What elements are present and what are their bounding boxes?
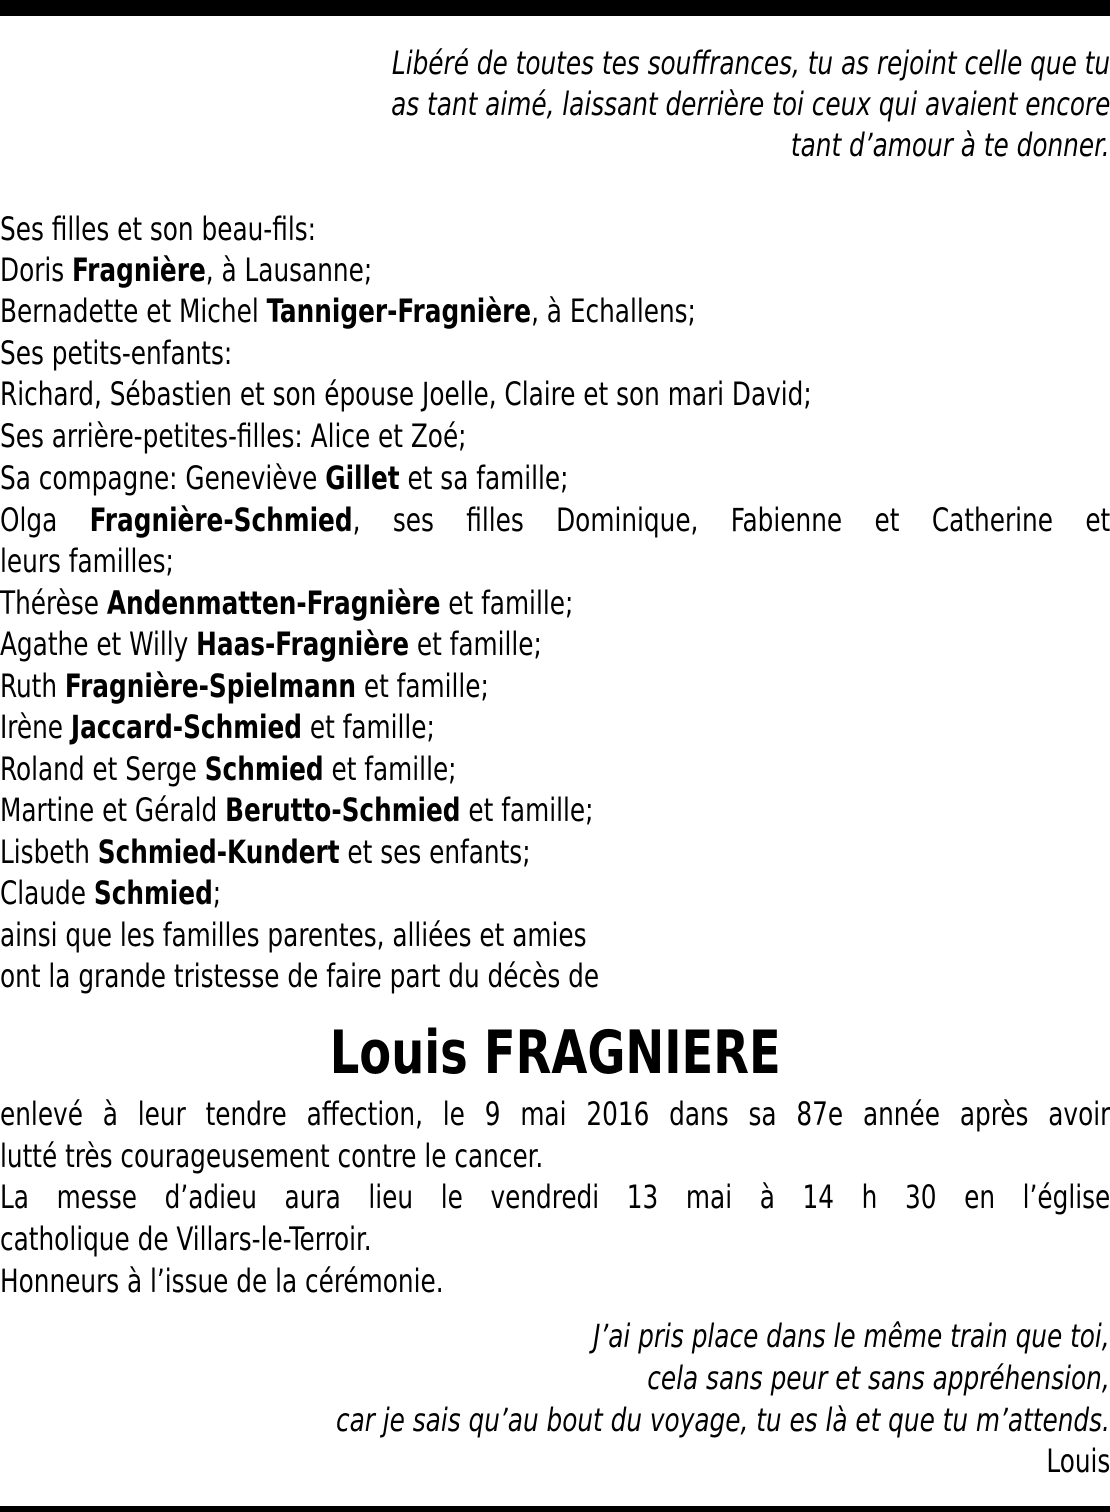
details-line-2: lutté très courageusement contre le cancer. [0, 1137, 544, 1175]
great-granddaughters-line: Ses arrière-petites-filles: Alice et Zoé; [0, 417, 467, 455]
family-line-therese [0, 583, 1110, 624]
family-line-text: Thérèse [0, 584, 107, 622]
family-line-text: Martine et Gérald [0, 791, 226, 829]
top-border-bar [0, 0, 1110, 16]
closing-poem-line-2: cela sans peur et sans appréhension, [647, 1359, 1110, 1397]
family-surname: Jaccard-Schmied [70, 708, 303, 746]
bottom-border-bar [0, 1506, 1110, 1512]
family-line-text: et famille; [323, 750, 457, 788]
family-line-text: Sa compagne: Geneviève [0, 459, 326, 497]
family-surname: Schmied [93, 874, 213, 912]
daughters-heading: Ses filles et son beau-fils: [0, 210, 316, 248]
closing-poem-line-3: car je sais qu’au bout du voyage, tu es là et que tu m’attends. [336, 1401, 1110, 1439]
opening-poem-line-3: tant d’amour à te donner. [791, 126, 1110, 164]
family-line-text: et famille; [409, 625, 542, 663]
details-line-4: catholique de Villars-le-Terroir. [0, 1220, 372, 1258]
family-line-text: Roland et Serge [0, 750, 205, 788]
family-line-claude [0, 873, 1110, 914]
family-surname: Andenmatten-Fragnière [106, 584, 441, 622]
opening-poem-line-2: as tant aimé, laissant derrière toi ceux qui avaient encore [390, 85, 1110, 123]
family-line-text: et sa famille; [399, 459, 569, 497]
family-line-text: Ruth [0, 667, 65, 705]
family-surname: Fragnière-Schmied [89, 501, 353, 539]
family-line-text: et famille; [460, 791, 594, 829]
family-line-text: Agathe et Willy [0, 625, 197, 663]
family-line-olga [0, 500, 1110, 541]
deceased-name [0, 1018, 1110, 1088]
details-line-5: Honneurs à l’issue de la cérémonie. [0, 1262, 444, 1300]
family-line-text: Olga [0, 501, 90, 539]
grandchildren-heading: Ses petits-enfants: [0, 334, 233, 372]
closing-line-1: ainsi que les familles parentes, alliées et amies [0, 916, 587, 954]
family-line-text: ; [212, 874, 222, 912]
family-line-martine [0, 790, 1110, 831]
family-line-text: Lisbeth [0, 833, 98, 871]
opening-poem-line-1: Libéré de toutes tes souffrances, tu as rejoint celle que tu [391, 44, 1110, 82]
family-line-text: et famille; [302, 708, 435, 746]
family-line-text: et famille; [440, 584, 574, 622]
family-line-text: , ses filles Dominique, Fabienne et Catherine et [352, 501, 1110, 539]
family-line-roland [0, 749, 1110, 790]
closing-poem-line-1: J’ai pris place dans le même train que toi, [593, 1317, 1110, 1355]
family-line-ruth [0, 666, 1110, 707]
family-line-text: Bernadette et Michel [0, 292, 267, 330]
family-line-text: , à Echallens; [531, 292, 696, 330]
family-surname: Haas-Fragnière [196, 625, 410, 663]
details-line-3: La messe d’adieu aura lieu le vendredi 13 mai à 14 h 30 en l’église [0, 1178, 1110, 1216]
family-surname: Fragnière [72, 251, 206, 289]
family-line-text: Doris [0, 251, 73, 289]
family-surname: Tanniger-Fragnière [266, 292, 532, 330]
family-surname: Gillet [325, 459, 400, 497]
family-line-doris [0, 250, 1110, 291]
family-line-companion [0, 458, 1110, 499]
deceased-name-text: Louis FRAGNIERE [329, 1018, 781, 1088]
family-surname: Fragnière-Spielmann [64, 667, 356, 705]
details-line-1: enlevé à leur tendre affection, le 9 mai 2016 dans sa 87e année après avoir [0, 1095, 1110, 1133]
family-line-lisbeth [0, 832, 1110, 873]
family-surname: Berutto-Schmied [225, 791, 461, 829]
grandchildren-line: Richard, Sébastien et son épouse Joelle, Claire et son mari David; [0, 375, 812, 413]
family-line-agathe [0, 624, 1110, 665]
signature: Louis [1046, 1442, 1110, 1480]
family-line-bernadette [0, 291, 1110, 332]
family-line-irene [0, 707, 1110, 748]
family-line-text: et ses enfants; [339, 833, 531, 871]
family-line-text: Irène [0, 708, 71, 746]
family-surname: Schmied-Kundert [97, 833, 340, 871]
family-surname: Schmied [204, 750, 324, 788]
family-line-olga-continued: leurs familles; [0, 542, 174, 580]
closing-line-2: ont la grande tristesse de faire part du décès de [0, 957, 600, 995]
family-line-text: et famille; [355, 667, 489, 705]
family-line-text: , à Lausanne; [205, 251, 373, 289]
family-line-text: Claude [0, 874, 94, 912]
